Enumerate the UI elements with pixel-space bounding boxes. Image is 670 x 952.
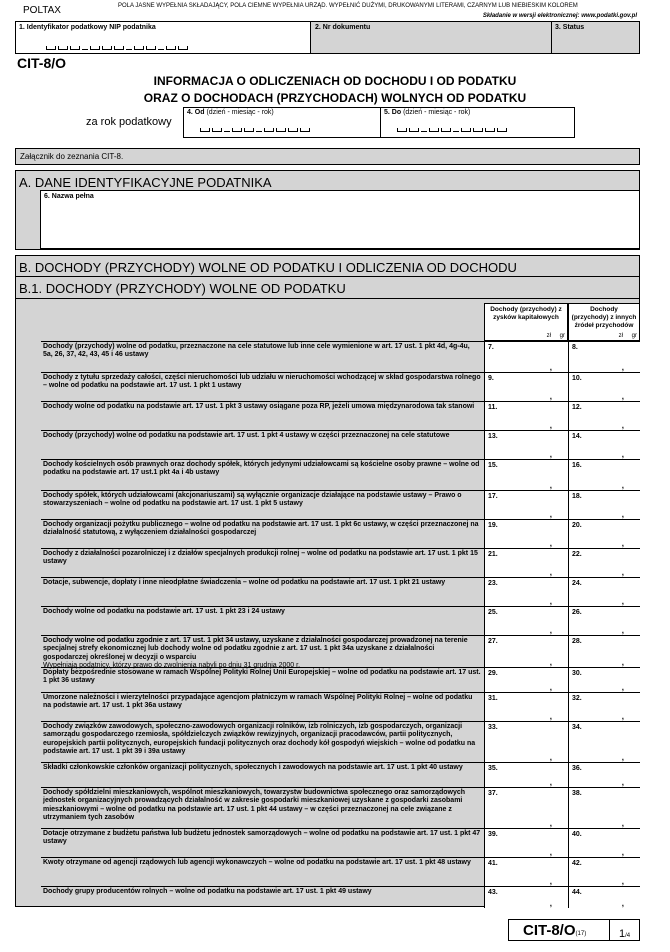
row-description bbox=[43, 461, 481, 478]
decimal-comma: , bbox=[549, 848, 552, 857]
decimal-comma: , bbox=[549, 421, 552, 430]
table-row bbox=[41, 490, 640, 519]
decimal-comma: , bbox=[549, 712, 552, 721]
capital-gains-cell[interactable] bbox=[484, 578, 568, 606]
row-description-text: Dochody organizacji pożytku publicznego – wolne od podatku na podstawie art. 17 ust. 1 pkt 6c ustawy, w części przeznaczonej na działalność statutową, z wyłączeniem działalności gospodarczej bbox=[43, 521, 479, 537]
date-to-field[interactable] bbox=[381, 108, 574, 137]
cell-number: 22. bbox=[572, 551, 582, 558]
cell-number: 8. bbox=[572, 344, 578, 351]
row-description bbox=[43, 669, 481, 686]
decimal-comma: , bbox=[621, 421, 624, 430]
row-description bbox=[43, 830, 481, 847]
capital-gains-cell[interactable] bbox=[484, 373, 568, 401]
decimal-comma: , bbox=[621, 363, 624, 372]
decimal-comma: , bbox=[549, 877, 552, 886]
row-description bbox=[43, 343, 481, 360]
col1-unit-zl: zł bbox=[546, 333, 551, 339]
footer-version: (17) bbox=[575, 931, 587, 937]
table-row bbox=[41, 692, 640, 721]
decimal-comma: , bbox=[549, 683, 552, 692]
table-row bbox=[41, 857, 640, 886]
cell-number: 19. bbox=[488, 522, 498, 529]
row-description-text: Dochody z tytułu sprzedaży całości, części nieruchomości lub udziału w nieruchomości wchodzącej w skład gospodarstwa rolnego – wolne od podatku na podstawie art. 17 ust. 1 pkt 1 ustawy bbox=[43, 374, 481, 390]
section-b-header bbox=[15, 255, 640, 277]
cell-number: 39. bbox=[488, 831, 498, 838]
row-description-text: Umorzone należności i wierzytelności przypadające agencjom płatniczym w ramach Wspólnej Polityki Rolnej – wolne od podatku na podstawie art. 17 ust. 1 pkt 36a ustawy bbox=[43, 694, 473, 710]
capital-gains-cell[interactable] bbox=[484, 887, 568, 908]
cell-number: 27. bbox=[488, 638, 498, 645]
other-income-cell[interactable] bbox=[568, 858, 640, 886]
row-description bbox=[43, 579, 481, 587]
other-income-cell[interactable] bbox=[568, 402, 640, 430]
table-row bbox=[41, 828, 640, 857]
decimal-comma: , bbox=[621, 848, 624, 857]
table-row bbox=[41, 519, 640, 548]
decimal-comma: , bbox=[549, 539, 552, 548]
table-row bbox=[41, 762, 640, 787]
decimal-comma: , bbox=[621, 778, 624, 787]
table-row bbox=[41, 577, 640, 606]
row-description bbox=[43, 723, 481, 756]
other-income-cell[interactable] bbox=[568, 431, 640, 459]
row-description-text: Dochody grupy producentów rolnych – wolne od podatku na podstawie art. 17 ust. 1 pkt 49 ustawy bbox=[43, 888, 372, 895]
cell-number: 23. bbox=[488, 580, 498, 587]
decimal-comma: , bbox=[621, 510, 624, 519]
capital-gains-cell[interactable] bbox=[484, 788, 568, 828]
date-from-label: 4. Od bbox=[187, 109, 205, 116]
nip-label: 1. Identyfikator podatkowy NIP podatnika bbox=[19, 24, 156, 31]
col2-header-text: Dochody (przychody) z innych źródeł przychodów bbox=[571, 306, 637, 329]
capital-gains-cell[interactable] bbox=[484, 763, 568, 787]
capital-gains-cell[interactable] bbox=[484, 858, 568, 886]
cell-number: 18. bbox=[572, 493, 582, 500]
cell-number: 41. bbox=[488, 860, 498, 867]
row-description bbox=[43, 432, 481, 440]
row-description-text: Dochody wolne od podatku na podstawie art. 17 ust. 1 pkt 3 ustawy osiągane poza RP, jeżeli umowa międzynarodowa tak stanowi bbox=[43, 403, 475, 410]
cell-number: 36. bbox=[572, 765, 582, 772]
capital-gains-cell[interactable] bbox=[484, 549, 568, 577]
decimal-comma: , bbox=[549, 819, 552, 828]
cell-number: 38. bbox=[572, 790, 582, 797]
cell-number: 14. bbox=[572, 433, 582, 440]
other-income-cell[interactable] bbox=[568, 829, 640, 857]
table-row bbox=[41, 787, 640, 828]
col1-header-text: Dochody (przychody) z zysków kapitałowych bbox=[490, 306, 562, 321]
other-income-cell[interactable] bbox=[568, 578, 640, 606]
row-description-text: Dotacje otrzymane z budżetu państwa lub budżetu jednostek samorządowych – wolne od podatku na podstawie art. 17 ust. 1 pkt 47 ustawy bbox=[43, 830, 481, 846]
footer-form-code: CIT-8/O bbox=[523, 922, 576, 939]
row-description-text: Dochody wolne od podatku zgodnie z art. 17 ust. 1 pkt 34 ustawy, uzyskane z działalności gospodarczej prowadzonej na terenie specjalnej strefy ekonomicznej lub dochody wolne od podatku zgodnie z art. 17 ust. 1 pkt 34a uzyskane z działalności gospodarczej określonej w decyzji o wsparciu bbox=[43, 637, 468, 661]
capital-gains-cell[interactable] bbox=[484, 342, 568, 372]
decimal-comma: , bbox=[621, 626, 624, 635]
cell-number: 29. bbox=[488, 670, 498, 677]
col2-unit-gr: gr bbox=[631, 333, 637, 339]
other-income-cell[interactable] bbox=[568, 491, 640, 519]
decimal-comma: , bbox=[621, 481, 624, 490]
capital-gains-cell[interactable] bbox=[484, 722, 568, 762]
section-b-title: B. DOCHODY (PRZYCHODY) WOLNE OD PODATKU I ODLICZENIA OD DOCHODU bbox=[19, 260, 517, 275]
capital-gains-cell[interactable] bbox=[484, 668, 568, 692]
other-income-cell[interactable] bbox=[568, 549, 640, 577]
date-from-hint: (dzień - miesiąc - rok) bbox=[206, 109, 274, 116]
cell-number: 31. bbox=[488, 695, 498, 702]
cell-number: 9. bbox=[488, 375, 494, 382]
table-row bbox=[41, 548, 640, 577]
section-b1-header bbox=[15, 277, 640, 299]
table-row bbox=[41, 401, 640, 430]
attachment-row bbox=[15, 148, 640, 165]
decimal-comma: , bbox=[549, 626, 552, 635]
table-row bbox=[41, 667, 640, 692]
row-description bbox=[43, 550, 481, 567]
cell-number: 34. bbox=[572, 724, 582, 731]
cell-number: 30. bbox=[572, 670, 582, 677]
document-number-label: 2. Nr dokumentu bbox=[315, 24, 371, 31]
row-description bbox=[43, 637, 481, 670]
decimal-comma: , bbox=[621, 753, 624, 762]
decimal-comma: , bbox=[621, 819, 624, 828]
decimal-comma: , bbox=[549, 778, 552, 787]
row-description-text: Dochody wolne od podatku na podstawie art. 17 ust. 1 pkt 23 i 24 ustawy bbox=[43, 608, 285, 615]
other-income-cell[interactable] bbox=[568, 342, 640, 372]
decimal-comma: , bbox=[549, 363, 552, 372]
full-name-label: 6. Nazwa pełna bbox=[44, 193, 94, 200]
decimal-comma: , bbox=[549, 597, 552, 606]
cell-number: 42. bbox=[572, 860, 582, 867]
other-income-cell[interactable] bbox=[568, 887, 640, 908]
decimal-comma: , bbox=[621, 877, 624, 886]
status-label: 3. Status bbox=[555, 24, 585, 31]
row-description-text: Dopłaty bezpośrednie stosowane w ramach Wspólnej Polityki Rolnej Unii Europejskiej – wolne od podatku na podstawie art. 17 ust. 1 pkt 36 ustawy bbox=[43, 669, 481, 685]
date-from-field[interactable] bbox=[184, 108, 381, 137]
date-to-hint: (dzień - miesiąc - rok) bbox=[403, 109, 471, 116]
decimal-comma: , bbox=[549, 899, 552, 908]
cell-number: 25. bbox=[488, 609, 498, 616]
footer-box bbox=[508, 919, 640, 941]
cell-number: 24. bbox=[572, 580, 582, 587]
table-row bbox=[41, 886, 640, 908]
attachment-text: Załącznik do zeznania CIT-8. bbox=[20, 152, 124, 161]
decimal-comma: , bbox=[621, 597, 624, 606]
row-description-text: Kwoty otrzymane od agencji rządowych lub agencji wykonawczych – wolne od podatku na podstawie art. 17 ust. 1 pkt 48 ustawy bbox=[43, 859, 471, 866]
decimal-comma: , bbox=[549, 658, 552, 667]
table-row bbox=[41, 372, 640, 401]
cell-number: 43. bbox=[488, 889, 498, 896]
other-income-cell[interactable] bbox=[568, 460, 640, 490]
row-description-text: Składki członkowskie członków organizacji politycznych, społecznych i zawodowych na podstawie art. 17 ust. 1 pkt 40 ustawy bbox=[43, 764, 463, 771]
table-row bbox=[41, 341, 640, 372]
row-description-text: Dochody kościelnych osób prawnych oraz dochody spółek, których jedynymi udziałowcami są kościelne osoby prawne – wolne od podatku na podstawie art. 17 ust.1 pkt 4a i 4b ustawy bbox=[43, 461, 480, 477]
decimal-comma: , bbox=[549, 568, 552, 577]
capital-gains-cell[interactable] bbox=[484, 491, 568, 519]
cell-number: 15. bbox=[488, 462, 498, 469]
other-income-cell[interactable] bbox=[568, 693, 640, 721]
row-description bbox=[43, 374, 481, 391]
form-title-line1: INFORMACJA O ODLICZENIACH OD DOCHODU I OD PODATKU bbox=[153, 74, 517, 88]
decimal-comma: , bbox=[621, 539, 624, 548]
section-a-title: A. DANE IDENTYFIKACYJNE PODATNIKA bbox=[19, 175, 272, 190]
row-note: Wypełniają podatnicy, którzy prawo do zwolnienia nabyli po dniu 31 grudnia 2000 r. bbox=[43, 661, 301, 669]
cell-number: 20. bbox=[572, 522, 582, 529]
other-income-cell[interactable] bbox=[568, 373, 640, 401]
cell-number: 16. bbox=[572, 462, 582, 469]
decimal-comma: , bbox=[621, 683, 624, 692]
decimal-comma: , bbox=[621, 658, 624, 667]
cell-number: 40. bbox=[572, 831, 582, 838]
table-row bbox=[41, 606, 640, 635]
row-description bbox=[43, 888, 481, 896]
section-b1-title: B.1. DOCHODY (PRZYCHODY) WOLNE OD PODATKU bbox=[19, 281, 346, 296]
col1-header bbox=[484, 303, 568, 341]
row-description-text: Dochody spółek, których udziałowcami (akcjonariuszami) są wyłącznie organizacje działające na podstawie ustawy – Prawo o stowarzyszeniach – wolne od podatku na podstawie art. 17 ust. 1 pkt 5 ustawy bbox=[43, 492, 462, 508]
form-title-line2: ORAZ O DOCHODACH (PRZYCHODACH) WOLNYCH OD PODATKU bbox=[143, 91, 527, 105]
row-description bbox=[43, 764, 481, 772]
decimal-comma: , bbox=[549, 481, 552, 490]
other-income-cell[interactable] bbox=[568, 607, 640, 635]
cell-number: 28. bbox=[572, 638, 582, 645]
form-code: CIT-8/O bbox=[17, 55, 67, 71]
row-description-text: Dochody związków zawodowych, społeczno-zawodowych organizacji rolników, izb rolniczych, izb gospodarczych, organizacji samorządu gospodarczego rzemiosła, spółdzielczych związków rewizyjnych, organizacji pracodawców, partii politycznych, europejskich partii politycznych, europejskich fundacji politycznych oraz dochody kół gospodyń wiejskich – wolne od podatku na podstawie art. 17 ust. 1 pkt 39 i 39a ustawy bbox=[43, 723, 476, 755]
row-description bbox=[43, 789, 481, 822]
cell-number: 44. bbox=[572, 889, 582, 896]
cell-number: 17. bbox=[488, 493, 498, 500]
row-description bbox=[43, 403, 481, 411]
decimal-comma: , bbox=[621, 899, 624, 908]
electronic-filing-note: Składanie w wersji elektronicznej: www.podatki.gov.pl bbox=[482, 13, 637, 19]
col1-unit-gr: gr bbox=[559, 333, 565, 339]
decimal-comma: , bbox=[549, 450, 552, 459]
capital-gains-cell[interactable] bbox=[484, 607, 568, 635]
table-row bbox=[41, 459, 640, 490]
cell-number: 37. bbox=[488, 790, 498, 797]
date-to-label: 5. Do bbox=[384, 109, 402, 116]
cell-number: 7. bbox=[488, 344, 494, 351]
table-row bbox=[41, 430, 640, 459]
capital-gains-cell[interactable] bbox=[484, 460, 568, 490]
col2-header bbox=[568, 303, 640, 341]
capital-gains-cell[interactable] bbox=[484, 402, 568, 430]
col2-unit-zl: zł bbox=[618, 333, 623, 339]
row-description bbox=[43, 694, 481, 711]
decimal-comma: , bbox=[549, 510, 552, 519]
cell-number: 35. bbox=[488, 765, 498, 772]
cell-number: 12. bbox=[572, 404, 582, 411]
capital-gains-cell[interactable] bbox=[484, 693, 568, 721]
nip-field[interactable] bbox=[16, 22, 311, 53]
row-description-text: Dochody spółdzielni mieszkaniowych, wspólnot mieszkaniowych, towarzystw budownictwa społecznego oraz samorządowych jednostek organizacyjnych prowadzących działalność w zakresie gospodarki mieszkaniowej uzyskane z gospodarki zasobami mieszkaniowymi – wolne od podatku na podstawie art. 17 ust. 1 pkt 44 ustawy – w części przeznaczonej na cele związane z utrzymaniem tych zasobów bbox=[43, 789, 466, 821]
capital-gains-cell[interactable] bbox=[484, 431, 568, 459]
decimal-comma: , bbox=[621, 568, 624, 577]
capital-gains-cell[interactable] bbox=[484, 520, 568, 548]
capital-gains-cell[interactable] bbox=[484, 829, 568, 857]
cell-number: 32. bbox=[572, 695, 582, 702]
table-row bbox=[41, 635, 640, 667]
other-income-cell[interactable] bbox=[568, 520, 640, 548]
row-description bbox=[43, 608, 481, 616]
row-description bbox=[43, 492, 481, 509]
cell-number: 10. bbox=[572, 375, 582, 382]
nip-boxes bbox=[46, 41, 188, 50]
cell-number: 21. bbox=[488, 551, 498, 558]
decimal-comma: , bbox=[621, 392, 624, 401]
capital-gains-cell[interactable] bbox=[484, 636, 568, 667]
other-income-cell[interactable] bbox=[568, 668, 640, 692]
cell-number: 11. bbox=[488, 404, 498, 411]
other-income-cell[interactable] bbox=[568, 763, 640, 787]
decimal-comma: , bbox=[621, 712, 624, 721]
row-description bbox=[43, 521, 481, 538]
other-income-cell[interactable] bbox=[568, 788, 640, 828]
tax-year-label: za rok podatkowy bbox=[86, 116, 172, 128]
instructions-text: POLA JASNE WYPEŁNIA SKŁADAJĄCY, POLA CIEMNE WYPEŁNIA URZĄD. WYPEŁNIĆ DUŻYMI, DRUKOWANYMI LITERAMI, CZARNYM LUB NIEBIESKIM KOLOREM bbox=[118, 3, 578, 9]
cell-number: 13. bbox=[488, 433, 498, 440]
decimal-comma: , bbox=[549, 753, 552, 762]
decimal-comma: , bbox=[549, 392, 552, 401]
decimal-comma: , bbox=[621, 450, 624, 459]
page-total: /4 bbox=[625, 933, 631, 939]
other-income-cell[interactable] bbox=[568, 636, 640, 667]
page-number: 1 bbox=[619, 928, 626, 940]
row-description-text: Dochody (przychody) wolne od podatku, przeznaczone na cele statutowe lub inne cele wymienione w art. 17 ust. 1 pkt 4d, 4g-4u, 5a, 26, 37, 42, 43, 45 i 46 ustawy bbox=[43, 343, 470, 359]
row-description-text: Dotacje, subwencje, dopłaty i inne nieodpłatne świadczenia – wolne od podatku na podstawie art. 17 ust. 1 pkt 21 ustawy bbox=[43, 579, 446, 586]
cell-number: 33. bbox=[488, 724, 498, 731]
row-description-text: Dochody (przychody) wolne od podatku na podstawie art. 17 ust. 1 pkt 4 ustawy w części przeznaczonej na cele statutowe bbox=[43, 432, 450, 439]
other-income-cell[interactable] bbox=[568, 722, 640, 762]
cell-number: 26. bbox=[572, 609, 582, 616]
poltax-brand: POLTAX bbox=[23, 5, 61, 16]
full-name-field[interactable] bbox=[40, 190, 640, 249]
table-row bbox=[41, 721, 640, 762]
row-description bbox=[43, 859, 481, 867]
row-description-text: Dochody z działalności pozarolniczej i z działów specjalnych produkcji rolnej – wolne od podatku na podstawie art. 17 ust. 1 pkt 15 ustawy bbox=[43, 550, 478, 566]
